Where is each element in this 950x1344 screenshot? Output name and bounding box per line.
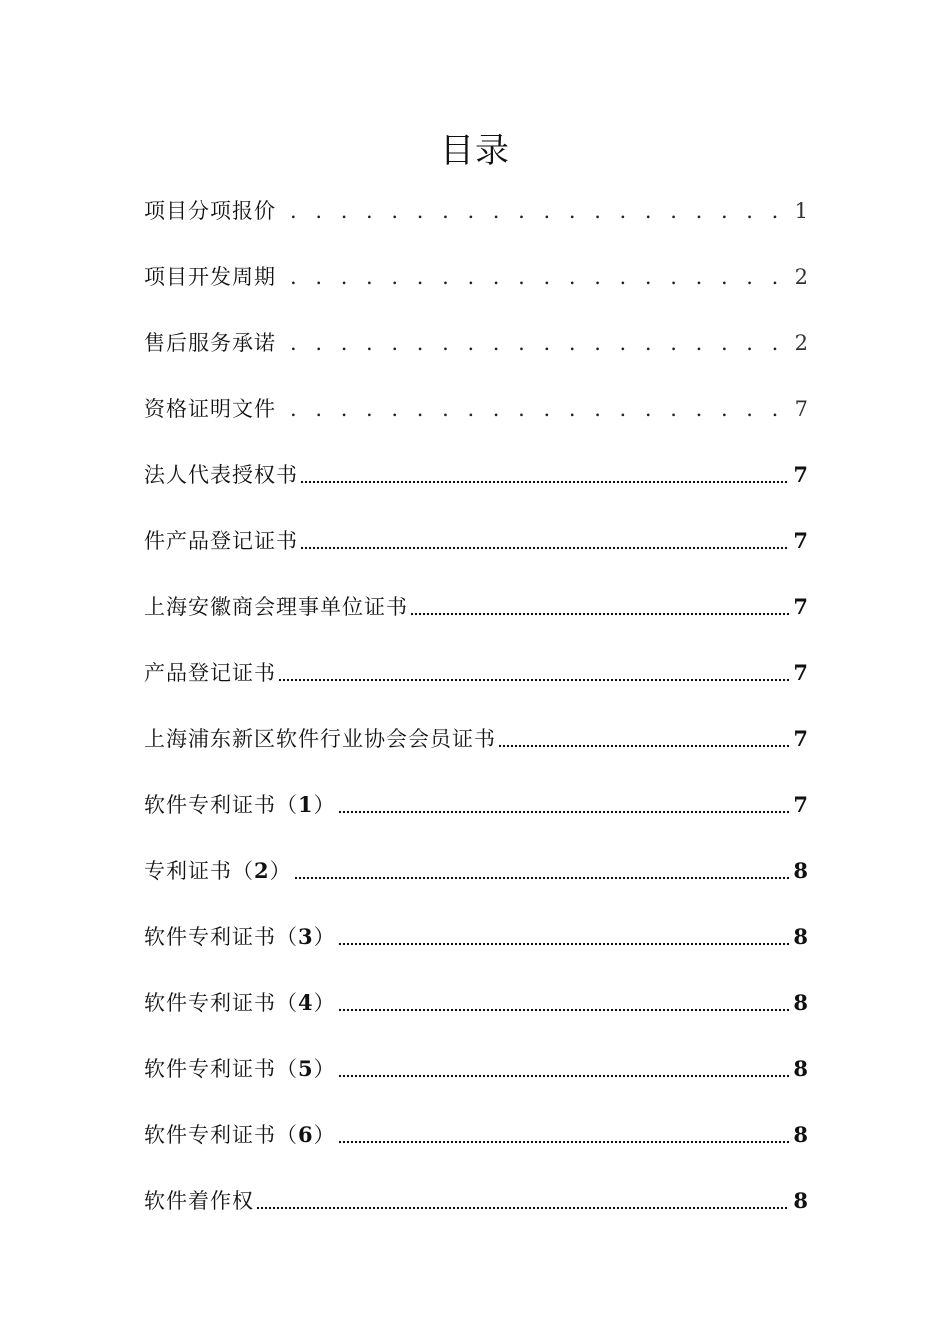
toc-entry-label-text: 软件着作权 [144,1189,254,1213]
toc-page-number: 7 [793,462,808,487]
toc-entry[interactable] [144,1102,808,1168]
toc-entry-label-suffix: ） [313,1123,336,1147]
toc-page-number: 7 [793,660,808,685]
toc-dot-leader [338,1006,790,1014]
toc-title: 目录 [440,131,510,171]
toc-entry[interactable] [144,640,808,706]
toc-dot-leader [290,262,785,292]
toc-page-number: 7 [793,594,808,619]
toc-page-number: 8 [793,858,808,883]
toc-entry-number: 6 [298,1122,314,1147]
toc-entry-number: 2 [254,858,270,883]
toc-entry-label-text: 软件专利证书（ [144,925,298,949]
toc-entry-label [144,526,298,556]
toc-entry-label [144,1186,254,1216]
toc-entry[interactable] [144,574,808,640]
toc-dot-leader [300,544,789,552]
toc-dot-leader [410,610,789,618]
toc-entry[interactable] [144,508,808,574]
toc-entry-label-text: 软件专利证书（ [144,1057,298,1081]
toc-entry-label [144,988,336,1018]
toc-entry[interactable] [144,442,808,508]
toc-entry-label-text: 法人代表授权书 [144,463,298,487]
toc-entry-label-text: 上海安徽商会理事单位证书 [144,595,408,619]
toc-dot-leader [338,1138,790,1146]
toc-entry[interactable] [144,904,808,970]
toc-entry-number: 4 [298,990,314,1015]
toc-entry-label-text: 上海浦东新区软件行业协会会员证书 [144,727,496,751]
toc-entry[interactable] [144,376,808,442]
toc-entry-label [144,196,276,226]
toc-entry-number: 1 [298,792,314,817]
toc-entry[interactable] [144,706,808,772]
toc-entry-label-text: 项目开发周期 [144,265,276,289]
toc-entry[interactable] [144,310,808,376]
toc-entry[interactable] [144,1036,808,1102]
toc-entry-label [144,1054,336,1084]
toc-dot-leader [300,478,789,486]
toc-entry-label-text: 软件专利证书（ [144,991,298,1015]
toc-entry-label-text: 项目分项报价 [144,199,276,223]
toc-entry-label-suffix: ） [269,859,292,883]
toc-entry-label-suffix: ） [313,793,336,817]
toc-entry[interactable] [144,178,808,244]
toc-dot-leader [278,676,789,684]
toc-entry[interactable] [144,970,808,1036]
toc-entry-number: 3 [298,924,314,949]
toc-entry-label [144,724,496,754]
toc-list [144,178,808,1234]
toc-dot-leader [256,1204,789,1212]
toc-entry-label-suffix: ） [313,1057,336,1081]
toc-entry-label-text: 件产品登记证书 [144,529,298,553]
toc-entry-number: 5 [298,1056,314,1081]
toc-entry-label [144,328,276,358]
toc-dot-leader [294,874,790,882]
toc-entry-label-text: 软件专利证书（ [144,1123,298,1147]
toc-entry-label [144,262,276,292]
toc-dot-leader [338,1072,790,1080]
toc-entry[interactable] [144,244,808,310]
toc-entry-label-text: 产品登记证书 [144,661,276,685]
toc-page-number: 7 [793,792,808,817]
toc-page-number: 8 [793,924,808,949]
toc-entry-label [144,1120,336,1150]
toc-page-number: 2 [794,331,808,355]
toc-dot-leader [338,808,790,816]
toc-entry[interactable] [144,1168,808,1234]
toc-dot-leader [338,940,790,948]
toc-entry-label [144,658,276,688]
toc-entry-label-text: 软件专利证书（ [144,793,298,817]
toc-entry-label-text: 售后服务承诺 [144,331,276,355]
toc-dot-leader [290,394,785,424]
toc-page-number: 8 [793,1122,808,1147]
toc-entry-label [144,790,336,820]
toc-entry-label-suffix: ） [313,991,336,1015]
toc-entry-label [144,922,336,952]
toc-entry[interactable] [144,772,808,838]
toc-entry-label [144,592,408,622]
toc-entry-label [144,394,276,424]
toc-page-number: 8 [793,1056,808,1081]
toc-page-number: 1 [794,199,808,223]
toc-dot-leader [290,328,785,358]
toc-dot-leader [498,742,789,750]
toc-page-number: 2 [794,265,808,289]
toc-entry[interactable] [144,838,808,904]
toc-entry-label-text: 资格证明文件 [144,397,276,421]
toc-entry-label [144,460,298,490]
toc-entry-label-suffix: ） [313,925,336,949]
toc-page-number: 7 [793,726,808,751]
toc-page-number: 8 [793,1188,808,1213]
toc-dot-leader [290,196,785,226]
toc-entry-label [144,856,292,886]
toc-page-number: 8 [793,990,808,1015]
toc-page-number: 7 [793,528,808,553]
toc-page-number: 7 [794,397,808,421]
toc-entry-label-text: 专利证书（ [144,859,254,883]
